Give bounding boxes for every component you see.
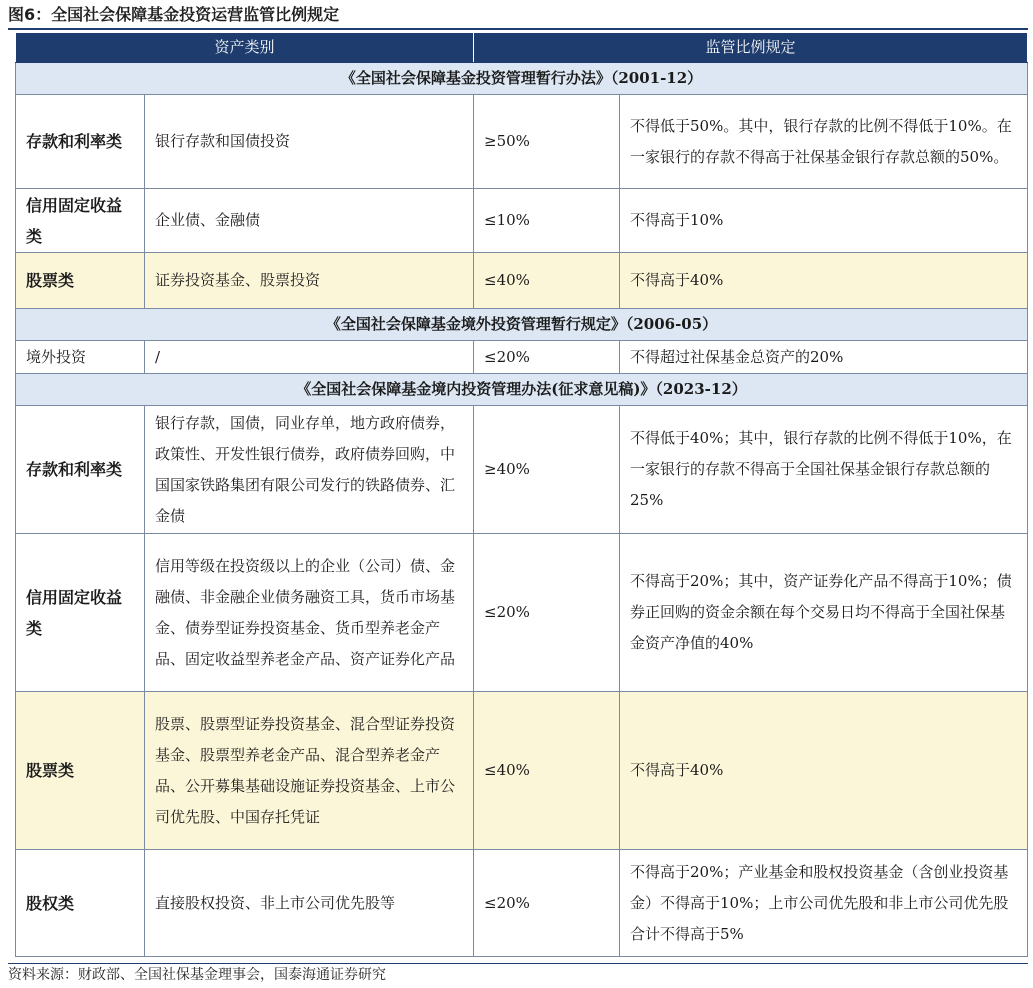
section-header-row xyxy=(16,309,1028,341)
rule-cell: 不得超过社保基金总资产的20% xyxy=(620,341,1028,374)
table-row xyxy=(16,850,1028,957)
category-cell: 股票类 xyxy=(16,253,145,309)
ratio-cell: ≥50% xyxy=(474,95,620,189)
rule-cell: 不得高于20%；产业基金和股权投资基金（含创业投资基金）不得高于10%；上市公司优先股和非上市公司优先股合计不得高于5% xyxy=(620,850,1028,957)
title-divider xyxy=(8,28,1028,30)
table-row xyxy=(16,406,1028,534)
header-asset-class: 资产类别 xyxy=(16,33,474,63)
assets-cell: 信用等级在投资级以上的企业（公司）债、金融债、非金融企业债务融资工具，货币市场基金、债券型证券投资基金、货币型养老金产品、固定收益型养老金产品、资产证券化产品 xyxy=(145,534,474,692)
assets-cell: 银行存款和国债投资 xyxy=(145,95,474,189)
category-cell: 存款和利率类 xyxy=(16,406,145,534)
section-header-row xyxy=(16,63,1028,95)
table-row xyxy=(16,534,1028,692)
section-title: 《全国社会保障基金境内投资管理办法(征求意见稿)》（2023-12） xyxy=(16,374,1028,406)
regulation-table xyxy=(15,32,1028,957)
assets-cell: 股票、股票型证券投资基金、混合型证券投资基金、股票型养老金产品、混合型养老金产品、公开募集基础设施证券投资基金、上市公司优先股、中国存托凭证 xyxy=(145,692,474,850)
rule-cell: 不得高于10% xyxy=(620,189,1028,253)
ratio-cell: ≤20% xyxy=(474,534,620,692)
category-cell: 信用固定收益类 xyxy=(16,534,145,692)
ratio-cell: ≥40% xyxy=(474,406,620,534)
section-title: 《全国社会保障基金境外投资管理暂行规定》（2006-05） xyxy=(16,309,1028,341)
category-cell: 信用固定收益类 xyxy=(16,189,145,253)
category-cell: 股权类 xyxy=(16,850,145,957)
assets-cell: 直接股权投资、非上市公司优先股等 xyxy=(145,850,474,957)
category-cell: 存款和利率类 xyxy=(16,95,145,189)
section-title: 《全国社会保障基金投资管理暂行办法》（2001-12） xyxy=(16,63,1028,95)
table-row xyxy=(16,189,1028,253)
source-note: 资料来源：财政部、全国社保基金理事会，国泰海通证券研究 xyxy=(8,967,386,983)
rule-cell: 不得低于40%；其中，银行存款的比例不得低于10%，在一家银行的存款不得高于全国社保基金银行存款总额的25% xyxy=(620,406,1028,534)
rule-cell: 不得高于40% xyxy=(620,692,1028,850)
assets-cell: 证券投资基金、股票投资 xyxy=(145,253,474,309)
rule-cell: 不得高于40% xyxy=(620,253,1028,309)
ratio-cell: ≤40% xyxy=(474,692,620,850)
section-header-row xyxy=(16,374,1028,406)
category-cell: 境外投资 xyxy=(16,341,145,374)
table-row xyxy=(16,341,1028,374)
table-header-row xyxy=(16,33,1028,63)
ratio-cell: ≤40% xyxy=(474,253,620,309)
assets-cell: 企业债、金融债 xyxy=(145,189,474,253)
table-row xyxy=(16,692,1028,850)
assets-cell: / xyxy=(145,341,474,374)
assets-cell: 银行存款，国债，同业存单，地方政府债券，政策性、开发性银行债券，政府债券回购，中国国家铁路集团有限公司发行的铁路债券、汇金债 xyxy=(145,406,474,534)
ratio-cell: ≤20% xyxy=(474,850,620,957)
rule-cell: 不得低于50%。其中，银行存款的比例不得低于10%。在一家银行的存款不得高于社保基金银行存款总额的50%。 xyxy=(620,95,1028,189)
category-cell: 股票类 xyxy=(16,692,145,850)
table-row xyxy=(16,253,1028,309)
figure-title: 图6：全国社会保障基金投资运营监管比例规定 xyxy=(8,5,340,24)
header-regulatory-ratio: 监管比例规定 xyxy=(474,33,1028,63)
ratio-cell: ≤10% xyxy=(474,189,620,253)
table-row xyxy=(16,95,1028,189)
rule-cell: 不得高于20%；其中，资产证券化产品不得高于10%；债券正回购的资金余额在每个交易日均不得高于全国社保基金资产净值的40% xyxy=(620,534,1028,692)
footer-divider xyxy=(8,963,1028,964)
ratio-cell: ≤20% xyxy=(474,341,620,374)
